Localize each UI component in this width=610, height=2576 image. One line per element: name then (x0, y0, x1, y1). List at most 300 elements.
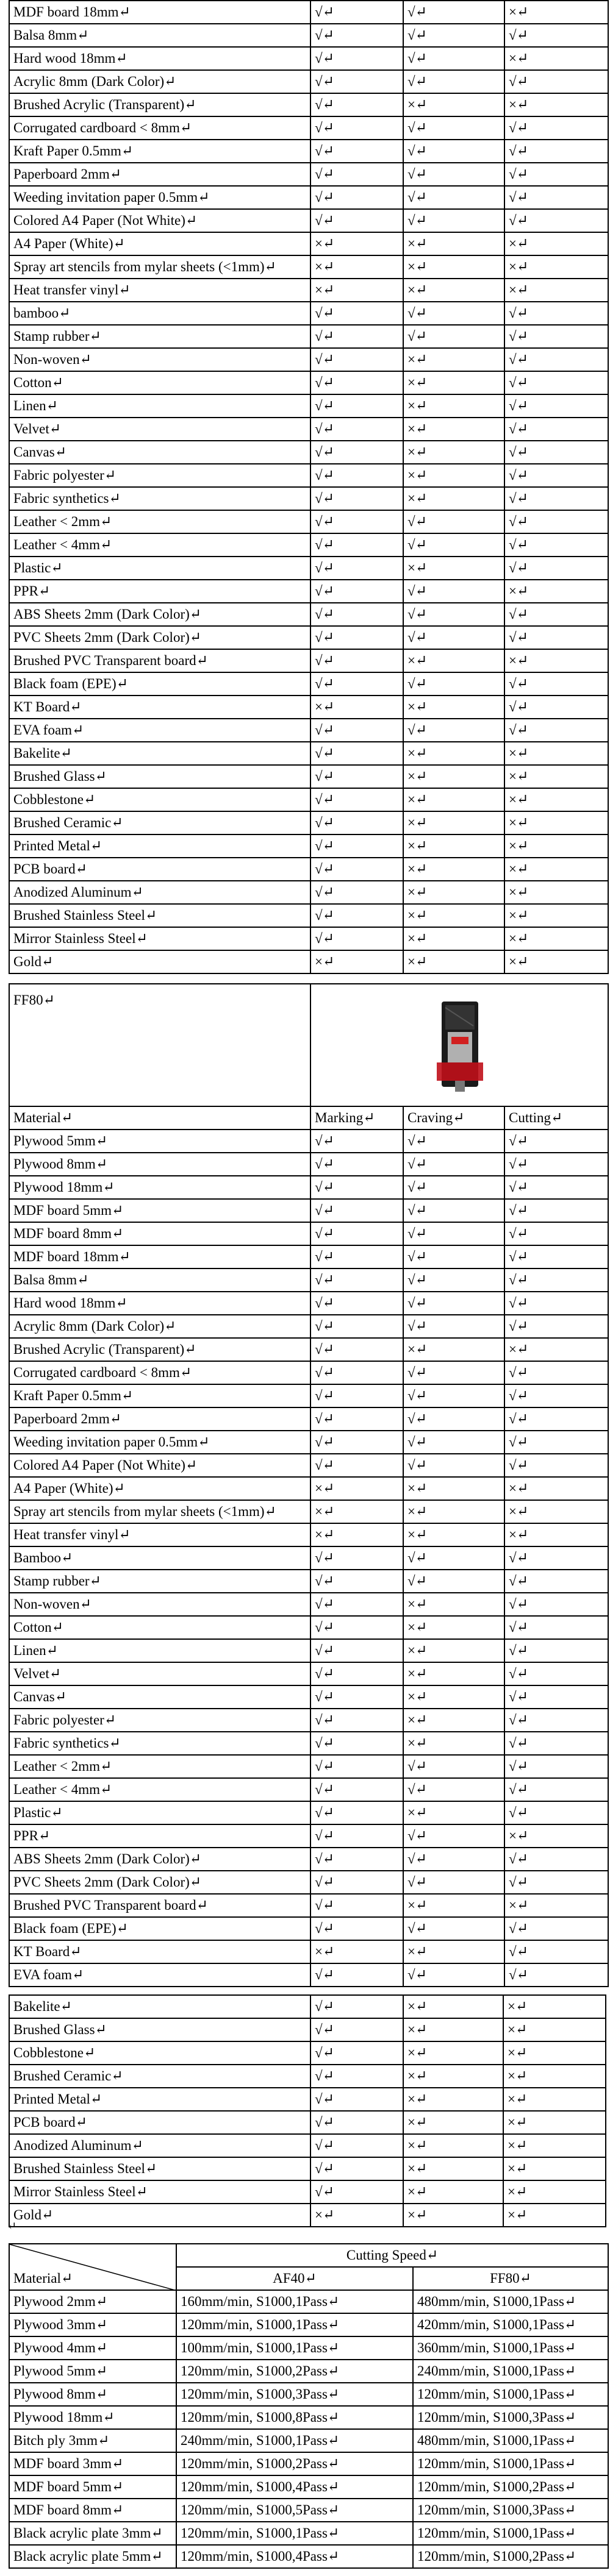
material-cell: PCB board↵ (9, 2111, 310, 2134)
craving-cell: ×↵ (403, 696, 504, 719)
ff80-materials-table (9, 983, 609, 1987)
marking-cell: √↵ (310, 2088, 403, 2111)
table-row (9, 1801, 608, 1824)
cutting-cell: √↵ (504, 116, 608, 140)
craving-cell: √↵ (403, 1130, 504, 1153)
table-row (9, 47, 608, 70)
material-cell: Black foam (EPE)↵ (9, 672, 310, 696)
table-row (9, 742, 608, 765)
material-cell: MDF board 5mm↵ (9, 1199, 310, 1222)
cutting-cell: ×↵ (503, 2204, 606, 2227)
cutting-cell: ×↵ (503, 2111, 606, 2134)
material-cell: Plywood 5mm↵ (9, 1130, 310, 1153)
table-row (9, 1593, 608, 1616)
marking-cell: ×↵ (310, 232, 403, 255)
marking-cell: ×↵ (310, 279, 403, 302)
speed-material-cell: Plywood 18mm↵ (9, 2406, 176, 2429)
table-row (9, 1523, 608, 1546)
material-cell: Anodized Aluminum↵ (9, 881, 310, 904)
marking-cell: √↵ (310, 2111, 403, 2134)
cutting-cell: √↵ (504, 1315, 608, 1338)
marking-cell: √↵ (310, 1732, 403, 1755)
craving-cell: √↵ (403, 1824, 504, 1848)
cutting-cell: √↵ (504, 186, 608, 209)
cutting-cell: √↵ (504, 418, 608, 441)
material-cell: Mirror Stainless Steel↵ (9, 2180, 310, 2204)
craving-cell: √↵ (403, 1384, 504, 1407)
craving-cell: ×↵ (403, 811, 504, 834)
cutting-cell: √↵ (504, 672, 608, 696)
marking-cell: √↵ (310, 1616, 403, 1639)
af40-speed-cell: 120mm/min, S1000,1Pass↵ (176, 2522, 413, 2545)
marking-cell: √↵ (310, 1755, 403, 1778)
craving-cell: ×↵ (403, 2111, 503, 2134)
craving-cell: ×↵ (403, 371, 504, 394)
ff80-speed-cell: 120mm/min, S1000,3Pass↵ (413, 2406, 608, 2429)
cutting-cell: √↵ (504, 163, 608, 186)
cutting-cell: ×↵ (504, 858, 608, 881)
craving-cell: ×↵ (403, 394, 504, 418)
material-cell: Fabric polyester↵ (9, 1709, 310, 1732)
material-cell: Balsa 8mm↵ (9, 24, 310, 47)
material-cell: Non-woven↵ (9, 348, 310, 371)
craving-cell: √↵ (403, 1546, 504, 1570)
af40-speed-cell: 120mm/min, S1000,1Pass↵ (176, 2313, 413, 2336)
speed-material-cell: MDF board 8mm↵ (9, 2499, 176, 2522)
marking-cell: √↵ (310, 1361, 403, 1384)
craving-cell: ×↵ (403, 2065, 503, 2088)
marking-cell: √↵ (310, 1315, 403, 1338)
table-row (9, 1894, 608, 1917)
craving-cell: ×↵ (403, 1894, 504, 1917)
material-cell: Colored A4 Paper (Not White)↵ (9, 1454, 310, 1477)
table-row (9, 1709, 608, 1732)
material-cell: Cobblestone↵ (9, 788, 310, 811)
marking-cell: √↵ (310, 487, 403, 510)
material-cell: Bakelite↵ (9, 1995, 310, 2018)
cutting-cell: √↵ (504, 1176, 608, 1199)
table-row (9, 881, 608, 904)
table-row (9, 672, 608, 696)
cutting-cell: ×↵ (504, 765, 608, 788)
material-cell: Canvas↵ (9, 1685, 310, 1709)
material-cell: Non-woven↵ (9, 1593, 310, 1616)
craving-cell: √↵ (403, 580, 504, 603)
table-row (9, 1153, 608, 1176)
craving-cell: √↵ (403, 1570, 504, 1593)
table-row (9, 1917, 608, 1940)
marking-cell: √↵ (310, 1685, 403, 1709)
cutting-cell: ×↵ (504, 904, 608, 927)
craving-cell: ×↵ (403, 1801, 504, 1824)
marking-cell: √↵ (310, 788, 403, 811)
marking-cell: ×↵ (310, 1940, 403, 1963)
ff80-speed-cell: 120mm/min, S1000,1Pass↵ (413, 2452, 608, 2475)
cutting-cell: ×↵ (504, 47, 608, 70)
craving-cell: ×↵ (403, 927, 504, 950)
craving-cell: √↵ (403, 116, 504, 140)
table-row (9, 696, 608, 719)
material-cell: Cobblestone↵ (9, 2041, 310, 2065)
material-cell: MDF board 18mm↵ (9, 1, 310, 24)
craving-cell: ×↵ (403, 557, 504, 580)
craving-cell: ×↵ (403, 232, 504, 255)
material-cell: Brushed Ceramic↵ (9, 2065, 310, 2088)
marking-cell: √↵ (310, 672, 403, 696)
marking-cell: √↵ (310, 834, 403, 858)
craving-cell: ×↵ (403, 2041, 503, 2065)
materials-table-top (9, 0, 609, 974)
table-row (9, 24, 608, 47)
marking-cell: ×↵ (310, 255, 403, 279)
laser-module-icon (412, 989, 510, 1099)
marking-cell: √↵ (310, 70, 403, 93)
marking-cell: √↵ (310, 811, 403, 834)
craving-cell: ×↵ (403, 1338, 504, 1361)
marking-cell: √↵ (310, 1407, 403, 1431)
craving-cell: √↵ (403, 510, 504, 533)
craving-cell: √↵ (403, 1268, 504, 1292)
table-row (9, 1940, 608, 1963)
cutting-cell: √↵ (504, 1199, 608, 1222)
marking-cell: √↵ (310, 1824, 403, 1848)
speed-material-cell: Plywood 8mm↵ (9, 2383, 176, 2406)
material-cell: Bamboo↵ (9, 1546, 310, 1570)
craving-cell: ×↵ (403, 1709, 504, 1732)
material-cell: Gold↵ (9, 950, 310, 973)
material-cell: Leather < 2mm↵ (9, 1755, 310, 1778)
marking-cell: √↵ (310, 302, 403, 325)
marking-cell: √↵ (310, 1709, 403, 1732)
ff80-speed-cell: 420mm/min, S1000,1Pass↵ (413, 2313, 608, 2336)
cutting-cell: √↵ (504, 371, 608, 394)
ff80-speed-cell: 360mm/min, S1000,1Pass↵ (413, 2336, 608, 2360)
material-cell: Stamp rubber↵ (9, 325, 310, 348)
marking-cell: √↵ (310, 441, 403, 464)
table-row (9, 603, 608, 626)
material-cell: ABS Sheets 2mm (Dark Color)↵ (9, 1848, 310, 1871)
material-cell: Brushed PVC Transparent board↵ (9, 1894, 310, 1917)
craving-cell: ×↵ (403, 1662, 504, 1685)
material-cell: EVA foam↵ (9, 1963, 310, 1987)
table-row (9, 904, 608, 927)
material-cell: Brushed PVC Transparent board↵ (9, 649, 310, 672)
speed-material-cell: Plywood 2mm↵ (9, 2290, 176, 2313)
material-cell: Corrugated cardboard < 8mm↵ (9, 116, 310, 140)
cutting-cell: √↵ (504, 1662, 608, 1685)
marking-cell: √↵ (310, 371, 403, 394)
material-cell: Heat transfer vinyl↵ (9, 1523, 310, 1546)
table-row (9, 441, 608, 464)
header-craving: Craving↵ (403, 1106, 504, 1130)
cutting-cell: ×↵ (504, 1, 608, 24)
speed-row (9, 2406, 608, 2429)
cutting-cell: ×↵ (504, 1338, 608, 1361)
cutting-cell: √↵ (504, 1709, 608, 1732)
cutting-cell: ×↵ (504, 1523, 608, 1546)
material-cell: PCB board↵ (9, 858, 310, 881)
material-cell: PVC Sheets 2mm (Dark Color)↵ (9, 626, 310, 649)
ff80-label: FF80↵ (9, 984, 310, 1106)
craving-cell: √↵ (403, 1454, 504, 1477)
table-row (9, 580, 608, 603)
marking-cell: √↵ (310, 394, 403, 418)
material-cell: Fabric synthetics↵ (9, 1732, 310, 1755)
cutting-cell: √↵ (504, 1292, 608, 1315)
craving-cell: ×↵ (403, 2088, 503, 2111)
craving-cell: √↵ (403, 1361, 504, 1384)
craving-cell: √↵ (403, 302, 504, 325)
material-cell: Brushed Stainless Steel↵ (9, 904, 310, 927)
material-cell: Paperboard 2mm↵ (9, 1407, 310, 1431)
marking-cell: √↵ (310, 24, 403, 47)
material-cell: Balsa 8mm↵ (9, 1268, 310, 1292)
cutting-cell: ×↵ (504, 1824, 608, 1848)
cutting-cell: ×↵ (504, 742, 608, 765)
craving-cell: √↵ (403, 1431, 504, 1454)
cutting-cell: ×↵ (504, 1500, 608, 1523)
craving-cell: √↵ (403, 1963, 504, 1987)
table-row (9, 464, 608, 487)
marking-cell: √↵ (310, 881, 403, 904)
material-cell: KT Board↵ (9, 696, 310, 719)
table-row (9, 1732, 608, 1755)
craving-cell: √↵ (403, 672, 504, 696)
material-cell: Spray art stencils from mylar sheets (<1mm)↵ (9, 1500, 310, 1523)
table-row (9, 2018, 606, 2041)
craving-cell: √↵ (403, 533, 504, 557)
cutting-cell: ×↵ (504, 834, 608, 858)
marking-cell: √↵ (310, 1801, 403, 1824)
craving-cell: ×↵ (403, 418, 504, 441)
table-row (9, 209, 608, 232)
marking-cell: √↵ (310, 603, 403, 626)
material-cell: Linen↵ (9, 1639, 310, 1662)
speed-material-cell: MDF board 5mm↵ (9, 2475, 176, 2499)
craving-cell: ×↵ (403, 93, 504, 116)
material-cell: Weeding invitation paper 0.5mm↵ (9, 1431, 310, 1454)
cutting-cell: ×↵ (503, 2041, 606, 2065)
cutting-cell: √↵ (504, 209, 608, 232)
material-cell: Velvet↵ (9, 418, 310, 441)
cutting-cell: √↵ (504, 557, 608, 580)
marking-cell: √↵ (310, 1917, 403, 1940)
ff80-speed-cell: 480mm/min, S1000,1Pass↵ (413, 2290, 608, 2313)
craving-cell: ×↵ (403, 858, 504, 881)
speed-row (9, 2545, 608, 2568)
material-cell: Printed Metal↵ (9, 2088, 310, 2111)
header-material: Material↵ (9, 1106, 310, 1130)
material-cell: Leather < 4mm↵ (9, 533, 310, 557)
table-row (9, 70, 608, 93)
cutting-cell: √↵ (504, 1778, 608, 1801)
marking-cell: √↵ (310, 2018, 403, 2041)
craving-cell: ×↵ (403, 1995, 503, 2018)
material-cell: Stamp rubber↵ (9, 1570, 310, 1593)
craving-cell: √↵ (403, 1292, 504, 1315)
craving-cell: √↵ (403, 603, 504, 626)
marking-cell: √↵ (310, 47, 403, 70)
col-af40: AF40↵ (176, 2267, 413, 2290)
marking-cell: √↵ (310, 1176, 403, 1199)
cutting-cell: ×↵ (503, 1995, 606, 2018)
craving-cell: √↵ (403, 163, 504, 186)
table-row (9, 1500, 608, 1523)
craving-cell: ×↵ (403, 2018, 503, 2041)
speed-material-cell: Plywood 5mm↵ (9, 2360, 176, 2383)
marking-cell: √↵ (310, 1848, 403, 1871)
marking-cell: √↵ (310, 626, 403, 649)
material-cell: Canvas↵ (9, 441, 310, 464)
craving-cell: ×↵ (403, 950, 504, 973)
marking-cell: √↵ (310, 93, 403, 116)
craving-cell: √↵ (403, 626, 504, 649)
craving-cell: ×↵ (403, 1523, 504, 1546)
speed-row (9, 2429, 608, 2452)
material-cell: Velvet↵ (9, 1662, 310, 1685)
material-cell: PPR↵ (9, 580, 310, 603)
craving-cell: √↵ (403, 325, 504, 348)
marking-cell: ×↵ (310, 2204, 403, 2227)
table-row (9, 1431, 608, 1454)
craving-cell: ×↵ (403, 2180, 503, 2204)
cutting-cell: √↵ (504, 1431, 608, 1454)
table-row (9, 325, 608, 348)
craving-cell: ×↵ (403, 904, 504, 927)
speed-material-cell: Black acrylic plate 5mm↵ (9, 2545, 176, 2568)
speed-row (9, 2499, 608, 2522)
craving-cell: √↵ (403, 1917, 504, 1940)
marking-cell: √↵ (310, 140, 403, 163)
cutting-cell: ×↵ (504, 580, 608, 603)
table-row (9, 371, 608, 394)
speed-row (9, 2452, 608, 2475)
cutting-cell: √↵ (504, 394, 608, 418)
marking-cell: √↵ (310, 1292, 403, 1315)
marking-cell: √↵ (310, 1222, 403, 1245)
ff80-speed-cell: 120mm/min, S1000,1Pass↵ (413, 2522, 608, 2545)
table-row (9, 255, 608, 279)
marking-cell: ×↵ (310, 950, 403, 973)
table-row (9, 788, 608, 811)
column-header-row (9, 1106, 608, 1130)
cutting-cell: √↵ (504, 487, 608, 510)
table-row (9, 140, 608, 163)
material-cell: Kraft Paper 0.5mm↵ (9, 140, 310, 163)
table-row (9, 2041, 606, 2065)
material-cell: Hard wood 18mm↵ (9, 1292, 310, 1315)
cutting-cell: √↵ (504, 70, 608, 93)
marking-cell: ×↵ (310, 696, 403, 719)
table-row (9, 719, 608, 742)
marking-cell: √↵ (310, 1871, 403, 1894)
ff80-speed-cell: 240mm/min, S1000,1Pass↵ (413, 2360, 608, 2383)
cutting-cell: ×↵ (504, 927, 608, 950)
cutting-cell: √↵ (504, 1546, 608, 1570)
material-cell: Bakelite↵ (9, 742, 310, 765)
speed-material-cell: Black acrylic plate 3mm↵ (9, 2522, 176, 2545)
speed-row (9, 2522, 608, 2545)
cutting-cell: √↵ (504, 1454, 608, 1477)
cutting-cell: √↵ (504, 464, 608, 487)
cutting-cell: ×↵ (504, 93, 608, 116)
marking-cell: √↵ (310, 533, 403, 557)
cutting-cell: √↵ (504, 140, 608, 163)
craving-cell: ×↵ (403, 1639, 504, 1662)
craving-cell: ×↵ (403, 464, 504, 487)
craving-cell: ×↵ (403, 441, 504, 464)
cutting-cell: √↵ (504, 1361, 608, 1384)
marking-cell: √↵ (310, 2041, 403, 2065)
marking-cell: √↵ (310, 1593, 403, 1616)
marking-cell: √↵ (310, 116, 403, 140)
craving-cell: ×↵ (403, 279, 504, 302)
table-row (9, 765, 608, 788)
material-cell: A4 Paper (White)↵ (9, 1477, 310, 1500)
ff80-materials-table-continued (9, 1994, 606, 2227)
cutting-cell: √↵ (504, 1407, 608, 1431)
marking-cell: √↵ (310, 1995, 403, 2018)
cutting-cell: ×↵ (504, 788, 608, 811)
marking-cell: ×↵ (310, 1500, 403, 1523)
marking-cell: √↵ (310, 209, 403, 232)
craving-cell: ×↵ (403, 1732, 504, 1755)
table-row (9, 1292, 608, 1315)
material-cell: Heat transfer vinyl↵ (9, 279, 310, 302)
craving-cell: √↵ (403, 1, 504, 24)
table-row (9, 1477, 608, 1500)
speed-row (9, 2360, 608, 2383)
marking-cell: √↵ (310, 2180, 403, 2204)
craving-cell: ×↵ (403, 765, 504, 788)
table-row (9, 950, 608, 973)
speed-title-row (9, 2244, 608, 2267)
speed-row (9, 2290, 608, 2313)
marking-cell: √↵ (310, 742, 403, 765)
marking-cell: √↵ (310, 2065, 403, 2088)
material-cell: Cotton↵ (9, 371, 310, 394)
paragraph-mark: ↵ (7, 2220, 17, 2232)
table-row (9, 1685, 608, 1709)
af40-speed-cell: 120mm/min, S1000,8Pass↵ (176, 2406, 413, 2429)
marking-cell: √↵ (310, 1153, 403, 1176)
table-row (9, 2111, 606, 2134)
material-cell: bamboo↵ (9, 302, 310, 325)
cutting-cell: √↵ (504, 302, 608, 325)
craving-cell: ×↵ (403, 1500, 504, 1523)
material-cell: Brushed Acrylic (Transparent)↵ (9, 93, 310, 116)
speed-material-cell: MDF board 3mm↵ (9, 2452, 176, 2475)
marking-cell: √↵ (310, 1130, 403, 1153)
marking-cell: √↵ (310, 1268, 403, 1292)
table-row (9, 1871, 608, 1894)
cutting-cell: √↵ (504, 696, 608, 719)
marking-cell: √↵ (310, 904, 403, 927)
table-row (9, 186, 608, 209)
cutting-cell: √↵ (504, 719, 608, 742)
material-cell: Acrylic 8mm (Dark Color)↵ (9, 70, 310, 93)
material-cell: Weeding invitation paper 0.5mm↵ (9, 186, 310, 209)
table-row (9, 2157, 606, 2180)
table-row (9, 927, 608, 950)
cutting-cell: √↵ (504, 1801, 608, 1824)
craving-cell: ×↵ (403, 2157, 503, 2180)
craving-cell: √↵ (403, 719, 504, 742)
craving-cell: √↵ (403, 1315, 504, 1338)
table-row (9, 834, 608, 858)
table-row (9, 1546, 608, 1570)
cutting-cell: √↵ (504, 533, 608, 557)
